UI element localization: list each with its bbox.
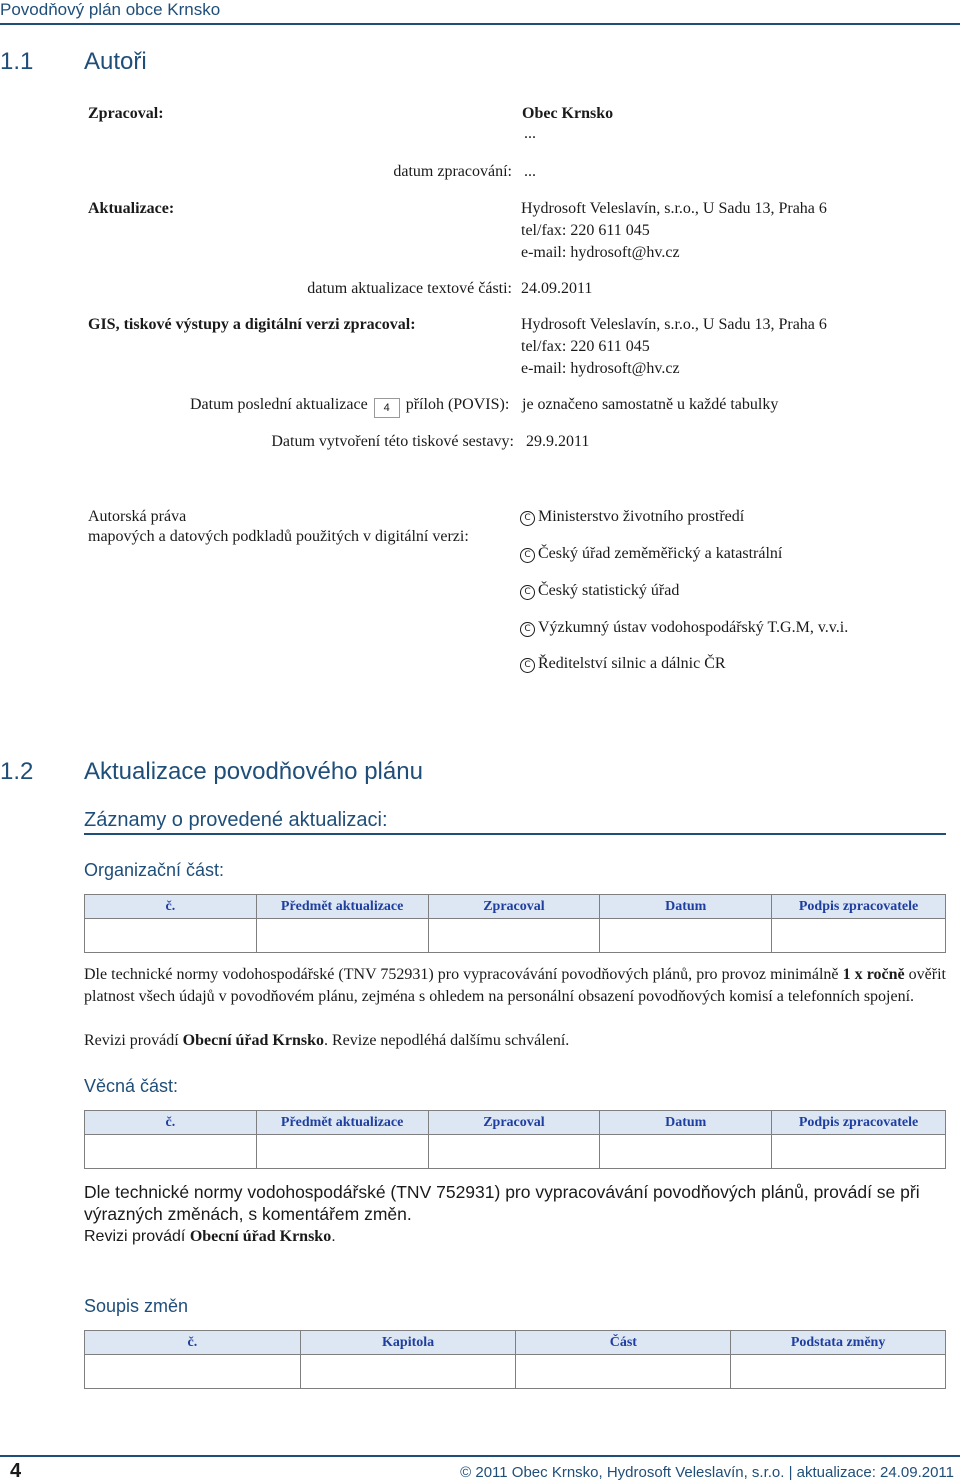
aktualizace-address: Hydrosoft Veleslavín, s.r.o., U Sadu 13, Praha 6 — [521, 200, 827, 217]
posledni-aktualizace-label — [190, 396, 509, 418]
section-title: Aktualizace povodňového plánu — [84, 758, 423, 785]
column-header: Předmět aktualizace — [256, 895, 428, 919]
table-cell[interactable] — [516, 1355, 731, 1389]
gis-phone: tel/fax: 220 611 045 — [521, 338, 650, 355]
column-header: Předmět aktualizace — [256, 1111, 428, 1135]
copyright-icon: C — [520, 548, 535, 563]
column-header: Zpracoval — [428, 895, 600, 919]
revize-bold: Obecní úřad Krnsko — [189, 1228, 332, 1245]
column-header: Podpis zpracovatele — [772, 895, 946, 919]
revize-text: Revizi provádí — [84, 1032, 183, 1049]
table-header-row — [85, 1331, 946, 1355]
table-cell[interactable] — [600, 919, 772, 953]
vytvoreni-label: Datum vytvoření této tiskové sestavy: — [271, 433, 514, 450]
attachment-page-icon: 4 — [374, 398, 400, 418]
copyright-item-text: Ministerstvo životního prostředí — [538, 508, 745, 525]
header-divider — [0, 23, 960, 25]
table-cell[interactable] — [256, 919, 428, 953]
organizacni-paragraph — [84, 964, 946, 1008]
copyright-item — [520, 508, 744, 526]
table-cell[interactable] — [85, 919, 257, 953]
zaznamy-divider — [84, 833, 946, 835]
gis-email: e-mail: hydrosoft@hv.cz — [521, 360, 680, 377]
column-header: Datum — [600, 895, 772, 919]
copyright-icon: C — [520, 622, 535, 637]
posledni-aktualizace-value: je označeno samostatně u každé tabulky — [522, 396, 779, 413]
soupis-table — [84, 1330, 946, 1389]
section-number: 1.1 — [0, 48, 34, 75]
datum-zpracovani-value: ... — [524, 163, 536, 180]
table-cell[interactable] — [428, 1135, 600, 1169]
gis-address: Hydrosoft Veleslavín, s.r.o., U Sadu 13, Praha 6 — [521, 316, 827, 333]
paragraph-bold: 1 x ročně — [842, 966, 905, 983]
organizacni-heading: Organizační část: — [84, 860, 225, 880]
datum-aktualizace-label: datum aktualizace textové části: — [307, 280, 512, 297]
copyright-item-text: Český úřad zeměměřický a katastrální — [538, 545, 783, 562]
document-header-title: Povodňový plán obce Krnsko — [0, 0, 221, 19]
table-cell[interactable] — [772, 1135, 946, 1169]
copyright-icon: C — [520, 511, 535, 526]
table-cell[interactable] — [772, 919, 946, 953]
copyright-item-text: Český statistický úřad — [538, 582, 680, 599]
copyright-label-line1: Autorská práva — [88, 508, 187, 525]
table-row — [85, 919, 946, 953]
section-title: Autoři — [84, 48, 147, 75]
vytvoreni-value: 29.9.2011 — [526, 433, 590, 450]
section-1-1-heading — [0, 48, 400, 78]
vecna-revize — [84, 1226, 946, 1248]
column-header: Datum — [600, 1111, 772, 1135]
table-header-row — [85, 1111, 946, 1135]
zaznamy-heading: Záznamy o provedené aktualizaci: — [84, 809, 388, 831]
column-header: č. — [85, 895, 257, 919]
page-number: 4 — [10, 1460, 22, 1482]
paragraph-text: ověřit platnost všech údajů v povodňovém plánu, zejména s ohledem na personální obsazení povodňových komisí a telefonních spojení. — [84, 966, 946, 1005]
organizacni-table — [84, 894, 946, 953]
zpracoval-ellipsis: ... — [524, 125, 536, 142]
revize-text: . Revize nepodléhá dalšímu schválení. — [324, 1032, 570, 1049]
column-header: Kapitola — [300, 1331, 516, 1355]
table-cell[interactable] — [256, 1135, 428, 1169]
footer-divider — [0, 1455, 960, 1457]
datum-zpracovani-label: datum zpracování: — [393, 163, 512, 180]
copyright-label-line2: mapových a datových podkladů použitých v digitální verzi: — [88, 528, 469, 545]
soupis-heading: Soupis změn — [84, 1296, 189, 1316]
table-row — [85, 1135, 946, 1169]
vecna-paragraph: Dle technické normy vodohospodářské (TNV 752931) pro vypracovávání povodňových plánů, provádí se při výrazných změnách, s komentářem změn. — [84, 1182, 920, 1224]
column-header: Podpis zpracovatele — [772, 1111, 946, 1135]
table-row — [85, 1355, 946, 1389]
copyright-item — [520, 582, 679, 600]
column-header: Část — [516, 1331, 731, 1355]
copyright-icon: C — [520, 658, 535, 673]
table-header-row — [85, 895, 946, 919]
section-number: 1.2 — [0, 758, 34, 785]
footer-text: © 2011 Obec Krnsko, Hydrosoft Veleslavín, s.r.o. | aktualizace: 24.09.2011 — [460, 1464, 954, 1481]
gis-label: GIS, tiskové výstupy a digitální verzi zpracoval: — [88, 316, 416, 333]
aktualizace-email: e-mail: hydrosoft@hv.cz — [521, 244, 680, 261]
copyright-item — [520, 619, 848, 637]
column-header: Zpracoval — [428, 1111, 600, 1135]
aktualizace-phone: tel/fax: 220 611 045 — [521, 222, 650, 239]
copyright-icon: C — [520, 585, 535, 600]
posledni-label-part-b: příloh (POVIS): — [405, 396, 510, 413]
section-1-2-heading — [0, 758, 600, 788]
vecna-heading: Věcná část: — [84, 1076, 179, 1096]
revize-bold: Obecní úřad Krnsko — [182, 1032, 324, 1049]
paragraph-text: Dle technické normy vodohospodářské (TNV 752931) pro vypracovávání povodňových plánů, pro provoz minimálně — [84, 966, 843, 983]
table-cell[interactable] — [600, 1135, 772, 1169]
column-header: č. — [85, 1331, 301, 1355]
organizacni-revize — [84, 1030, 946, 1052]
revize-text: . — [331, 1228, 336, 1245]
column-header: Podstata změny — [731, 1331, 946, 1355]
column-header: č. — [85, 1111, 257, 1135]
datum-aktualizace-value: 24.09.2011 — [521, 280, 593, 297]
copyright-item — [520, 545, 782, 563]
table-cell[interactable] — [300, 1355, 516, 1389]
table-cell[interactable] — [731, 1355, 946, 1389]
copyright-item — [520, 655, 726, 673]
zpracoval-value: Obec Krnsko — [522, 105, 614, 122]
table-cell[interactable] — [428, 919, 600, 953]
posledni-label-part-a: Datum poslední aktualizace — [190, 396, 368, 413]
table-cell[interactable] — [85, 1355, 301, 1389]
revize-text: Revizi provádí — [84, 1228, 190, 1245]
copyright-item-text: Výzkumný ústav vodohospodářský T.G.M, v.v.i. — [538, 619, 849, 636]
vecna-table — [84, 1110, 946, 1169]
copyright-item-text: Ředitelství silnic a dálnic ČR — [538, 655, 726, 672]
table-cell[interactable] — [85, 1135, 257, 1169]
zpracoval-label: Zpracoval: — [88, 105, 164, 122]
aktualizace-label: Aktualizace: — [88, 200, 175, 217]
